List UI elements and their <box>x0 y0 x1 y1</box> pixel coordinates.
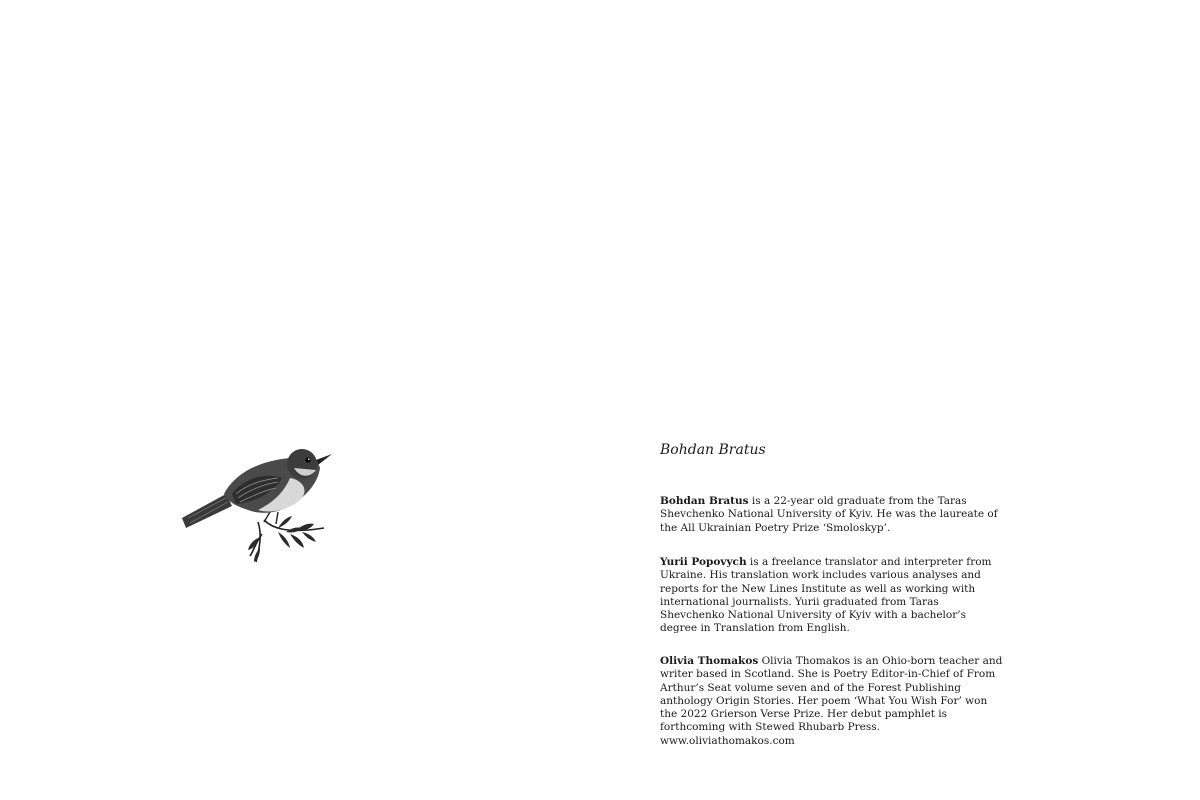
bird-illustration <box>178 438 336 566</box>
bio-olivia-thomakos <box>660 655 1005 748</box>
bio-text: Olivia Thomakos is an Ohio-born teacher and writer based in Scotland. She is Poetry Editor-in-Chief of From Arthur’s Seat volume seven and of the Forest Publishing anthology Origin Stories. Her poem ‘What You Wish For’ won the 2022 Grierson Verse Prize. Her debut pamphlet is forthcoming with Stewed Rhubarb Press. www.oliviathomakos.com <box>660 655 1003 747</box>
bio-bohdan-bratus <box>660 495 1005 535</box>
author-heading: Bohdan Bratus <box>660 442 766 458</box>
bio-name: Olivia Thomakos <box>660 655 759 667</box>
bio-yurii-popovych <box>660 556 1005 636</box>
bio-name: Yurii Popovych <box>660 556 747 568</box>
bio-name: Bohdan Bratus <box>660 495 749 507</box>
bio-text: is a 22-year old graduate from the Taras Shevchenko National University of Kyiv. He was the laureate of the All Ukrainian Poetry Prize ‘Smoloskyp’. <box>660 495 998 534</box>
bio-text: is a freelance translator and interpreter from Ukraine. His translation work includes various analyses and reports for the New Lines Institute as well as working with international journalists. Yurii graduated from Taras Shevchenko National University of Kyiv with a bachelor’s degree in Translation from English. <box>660 556 992 635</box>
